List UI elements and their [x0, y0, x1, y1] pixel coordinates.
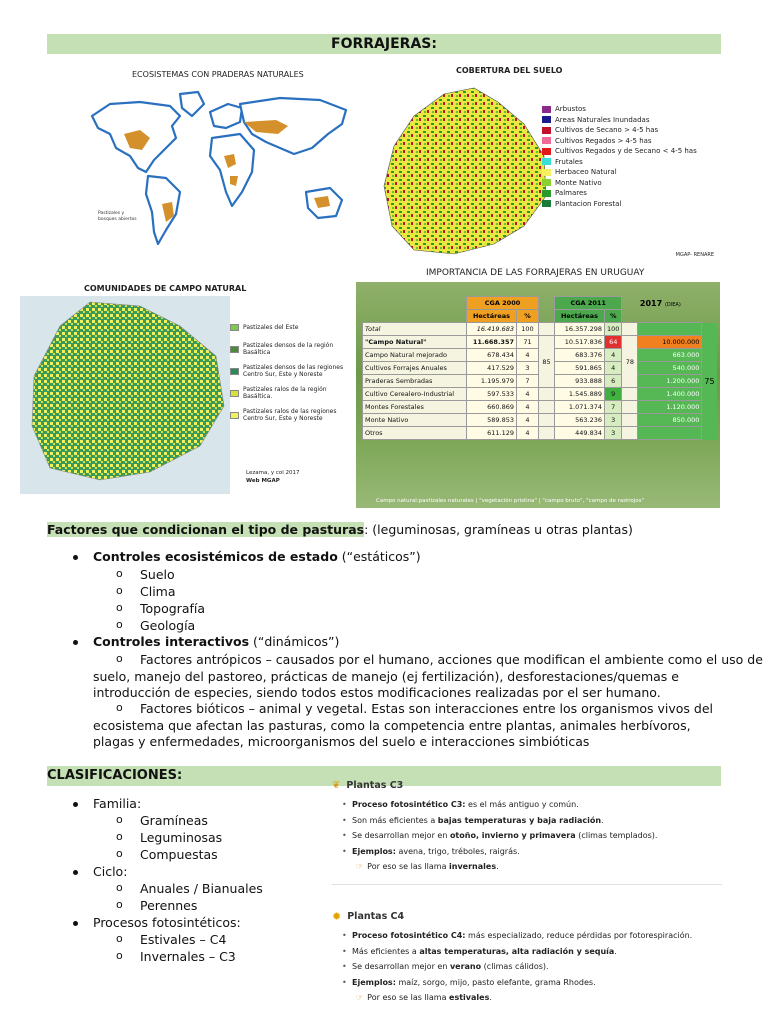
c4-row-1: • Proceso fotosintético C4: más especializado, reduce pérdidas por fotorespiración.: [332, 928, 724, 944]
uruguay-campo-graphic: [20, 296, 230, 494]
soil-cover-map: [370, 62, 722, 266]
col-ha-2011: Hectáreas: [555, 310, 605, 323]
soil-legend-item: Cultivos Regados y de Secano < 4-5 has: [542, 146, 697, 157]
campo-map-caption: COMUNIDADES DE CAMPO NATURAL: [84, 284, 247, 293]
plantas-c4-title: ✹ Plantas C4: [332, 910, 405, 923]
interactivo-line: suelo, manejo del pastoreo, prácticas de manejo (ej fertilización), desforestaciones/quemas e: [93, 668, 679, 684]
soil-legend-item: Cultivos de Secano > 4-5 has: [542, 125, 697, 136]
clasificacion-item: Gramíneas: [140, 813, 208, 828]
sub-bullet: o: [116, 847, 123, 860]
c3-row-4: • Ejemplos: avena, trigo, tréboles, raigrás.: [332, 844, 724, 860]
header-cga2011: CGA 2011: [555, 297, 622, 310]
table-row: Otros 611.129 4 449.834 3: [363, 427, 717, 440]
clasificacion-group: Procesos fotosintéticos:: [93, 915, 241, 930]
campo-legend-item: Pastizales ralos de las regiones Centro Sur, Este y Noreste: [230, 404, 348, 426]
table-row: Cultivos Forrajes Anuales 417.529 3 591.865 4 540.000: [363, 362, 717, 375]
bullet: [73, 555, 78, 560]
plantas-c3-title: ❦ Plantas C3: [332, 780, 404, 791]
interactivo-line: Factores antrópicos – causados por el humano, acciones que modifican el ambiente como el uso de: [140, 652, 763, 667]
world-map-graphic: [80, 64, 360, 254]
table-footer: Campo natural:pastizales naturales | "vegetación pristina" | "campo bruto", "campo de rastrojos": [376, 498, 645, 504]
soil-legend-item: Herbaceo Natural: [542, 167, 697, 178]
soil-legend-item: Frutales: [542, 157, 697, 168]
legend-swatch: [542, 200, 551, 207]
legend-swatch: [230, 412, 239, 419]
c3-row-2: • Son más eficientes a bajas temperaturas y baja radiación.: [332, 813, 724, 829]
sub-bullet: o: [116, 618, 123, 631]
table-row: Praderas Sembradas 1.195.979 7 933.888 6 1.200.000: [363, 375, 717, 388]
clasificacion-group: Familia:: [93, 796, 142, 811]
legend-swatch: [542, 148, 551, 155]
sub-bullet: o: [116, 701, 123, 714]
legend-swatch: [542, 190, 551, 197]
soil-legend-item: Plantacion Forestal: [542, 199, 697, 210]
campo-legend: [230, 316, 348, 426]
controles-interactivos: Controles interactivos (“dinámicos”): [93, 634, 340, 649]
legend-swatch: [542, 169, 551, 176]
c4-row-2: • Más eficientes a altas temperaturas, alta radiación y sequía.: [332, 944, 724, 960]
sub-bullet: o: [116, 601, 123, 614]
c4-row-4: • Ejemplos: maíz, sorgo, mijo, pasto elefante, grama Rhodes.: [332, 975, 724, 991]
table-row: Campo Natural mejorado 678.434 4 683.376 4 663.000: [363, 349, 717, 362]
legend-swatch: [542, 106, 551, 113]
campo-legend-item: Pastizales densos de la región Basáltica: [230, 338, 348, 360]
legend-swatch: [230, 324, 239, 331]
page-title: FORRAJERAS:: [47, 34, 721, 54]
clasificacion-item: Perennes: [140, 898, 198, 913]
world-grassland-map: [80, 64, 360, 254]
bullet: [73, 870, 78, 875]
table-caption: IMPORTANCIA DE LAS FORRAJERAS EN URUGUAY: [426, 268, 645, 278]
clasificacion-item: Leguminosas: [140, 830, 223, 845]
soil-legend-item: Cultivos Regados > 4-5 has: [542, 136, 697, 147]
plantas-c3-panel: [332, 780, 724, 885]
soil-legend-item: Palmares: [542, 188, 697, 199]
col-ha-2000: Hectáreas: [467, 310, 517, 323]
clasificacion-item: Invernales – C3: [140, 949, 236, 964]
interactivo-line: introducción de especies, siendo todos estos modificaciones realizadas por el ser humano.: [93, 685, 661, 700]
clasificacion-item: Compuestas: [140, 847, 218, 862]
legend-swatch: [230, 346, 239, 353]
col-pct-2000: %: [517, 310, 539, 323]
c3-row-1: • Proceso fotosintético C3: es el más antiguo y común.: [332, 797, 724, 813]
sub-bullet: o: [116, 949, 123, 962]
interactivo-line: ecosistema que afectan las pasturas, como la competencia entre plantas, animales herbívoros,: [93, 717, 691, 733]
table-row: Montes Forestales 660.869 4 1.071.374 7 1.120.000: [363, 401, 717, 414]
sub-bullet: o: [116, 813, 123, 826]
sub-bullet: o: [116, 652, 123, 665]
soil-credit: MGAP- RENARE: [675, 252, 714, 258]
legend-swatch: [542, 116, 551, 123]
estado-item: Geología: [140, 618, 196, 633]
group-2000-total: 85: [539, 336, 555, 388]
forage-table: [362, 296, 717, 440]
campo-legend-item: Pastizales ralos de la región Basáltica.: [230, 382, 348, 404]
campo-legend-item: Pastizales del Este: [230, 316, 348, 338]
campo-credit-1: Lezama, y col 2017: [246, 470, 300, 476]
svg-text:bosques abiertos: bosques abiertos: [98, 217, 137, 222]
pointing-hand-icon: ☞: [356, 862, 364, 871]
col-pct-2011: %: [605, 310, 622, 323]
estado-item: Topografía: [140, 601, 206, 616]
legend-swatch: [542, 158, 551, 165]
interactivo-line: Factores bióticos – animal y vegetal. Estas son interacciones entre los organismos vivos del: [140, 701, 714, 716]
world-map-caption: ECOSISTEMAS CON PRADERAS NATURALES: [132, 70, 304, 79]
bullet: [73, 640, 78, 645]
soil-legend: [542, 104, 697, 209]
c4-row-3: • Se desarrollan mejor en verano (climas cálidos).: [332, 959, 724, 975]
legend-swatch: [542, 127, 551, 134]
forage-importance-table: [356, 266, 720, 508]
soil-legend-item: Arbustos: [542, 104, 697, 115]
soil-map-caption: COBERTURA DEL SUELO: [456, 66, 563, 75]
soil-legend-item: Monte Nativo: [542, 178, 697, 189]
table-row: Monte Nativo 589.853 4 563.236 3 850.000: [363, 414, 717, 427]
campo-legend-item: Pastizales densos de las regiones Centro Sur, Este y Noreste: [230, 360, 348, 382]
bullet: [73, 802, 78, 807]
c4-row-5: ☞ Por eso se las llama estivales.: [356, 993, 492, 1002]
pointing-hand-icon: ☞: [356, 993, 364, 1002]
legend-swatch: [230, 368, 239, 375]
group-diea-total: 75: [702, 323, 717, 440]
header-cga2000: CGA 2000: [467, 297, 539, 310]
factores-heading: Factores que condicionan el tipo de pasturas: (leguminosas, gramíneas u otras plantas): [47, 522, 633, 537]
legend-swatch: [542, 179, 551, 186]
divider: [332, 884, 722, 885]
c3-row-5: ☞ Por eso se las llama invernales.: [356, 862, 499, 871]
sub-bullet: o: [116, 830, 123, 843]
leaf-icon: ❦: [332, 780, 341, 791]
table-row: Cultivo Cerealero-Industrial 597.533 4 1.545.889 9 1.400.000: [363, 388, 717, 401]
estado-item: Suelo: [140, 567, 175, 582]
table-row: Total 16.419.683 100 16.357.298 100 75: [363, 323, 717, 336]
clasificaciones-heading: CLASIFICACIONES:: [47, 766, 721, 786]
campo-natural-map: [20, 280, 350, 494]
clasificacion-group: Ciclo:: [93, 864, 128, 879]
header-diea: 2017 (DIEA): [639, 298, 681, 308]
controles-estado: Controles ecosistémicos de estado (“estáticos”): [93, 549, 421, 564]
legend-swatch: [542, 137, 551, 144]
c3-row-3: • Se desarrollan mejor en otoño, invierno y primavera (climas templados).: [332, 828, 724, 844]
table-row: "Campo Natural" 11.668.357 71 85 10.517.836 64 78 10.000.000: [363, 336, 717, 349]
interactivo-line: plagas y enfermedades, microorganismos del suelo e interacciones simbióticas: [93, 734, 590, 749]
sun-icon: ✹: [332, 910, 342, 923]
clasificacion-item: Estivales – C4: [140, 932, 227, 947]
plantas-c4-panel: [332, 910, 724, 1005]
sub-bullet: o: [116, 881, 123, 894]
sub-bullet: o: [116, 898, 123, 911]
sub-bullet: o: [116, 567, 123, 580]
soil-legend-item: Areas Naturales Inundadas: [542, 115, 697, 126]
sub-bullet: o: [116, 584, 123, 597]
sub-bullet: o: [116, 932, 123, 945]
world-label-pastizales: Pastizales y: [98, 211, 125, 216]
clasificacion-item: Anuales / Bianuales: [140, 881, 263, 896]
estado-item: Clima: [140, 584, 176, 599]
group-2011-total: 78: [622, 336, 638, 388]
bullet: [73, 921, 78, 926]
uruguay-soil-graphic: [374, 66, 554, 266]
campo-credit-2: Web MGAP: [246, 478, 280, 484]
legend-swatch: [230, 390, 239, 397]
factores-heading-highlight: Factores que condicionan el tipo de pasturas: [47, 522, 365, 537]
